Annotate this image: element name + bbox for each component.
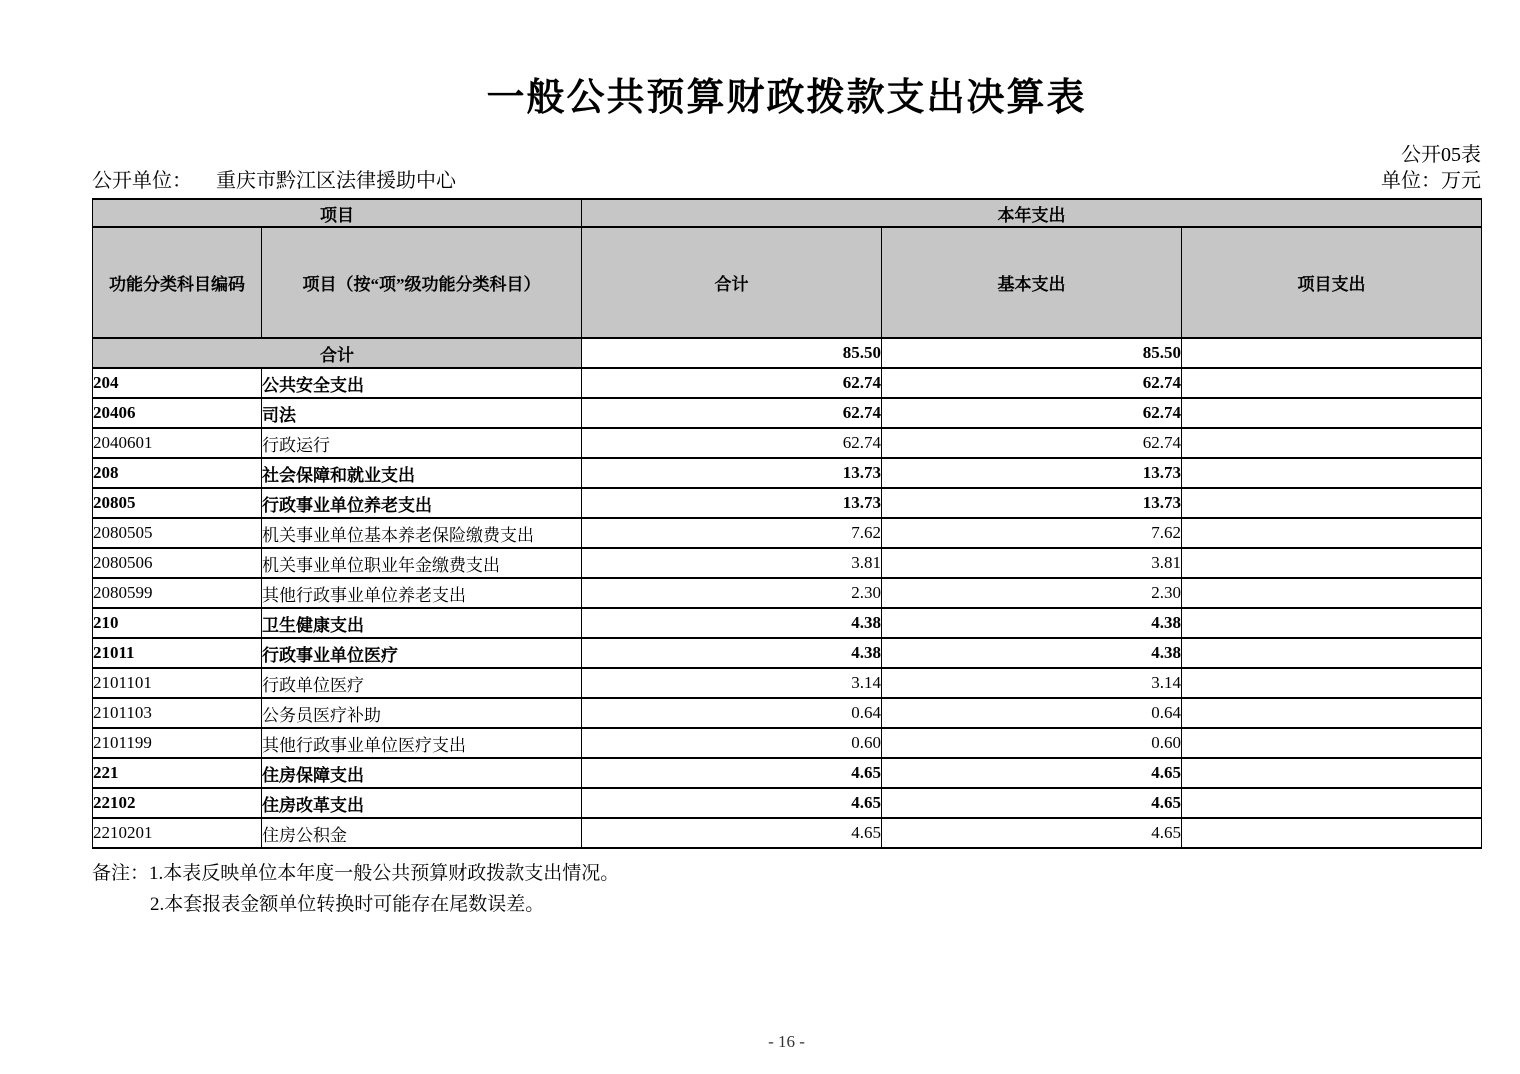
- row-basic: 4.65: [882, 788, 1182, 818]
- row-total: 4.65: [582, 758, 882, 788]
- table-body: [93, 338, 1482, 848]
- row-basic: 0.64: [882, 698, 1182, 728]
- publish-unit-label: 公开单位：: [92, 170, 192, 192]
- row-project: [1182, 758, 1482, 788]
- row-total: 4.65: [582, 818, 882, 848]
- row-code: 2040601: [93, 428, 262, 458]
- note-line-2: [92, 889, 1481, 920]
- row-item: 社会保障和就业支出: [262, 458, 582, 488]
- meta-row: [92, 168, 1481, 195]
- table-row: [93, 638, 1482, 668]
- row-item: 公务员医疗补助: [262, 698, 582, 728]
- row-code: 2101101: [93, 668, 262, 698]
- row-code: 2080506: [93, 548, 262, 578]
- table-row: [93, 698, 1482, 728]
- row-basic: 3.81: [882, 548, 1182, 578]
- row-code: 20805: [93, 488, 262, 518]
- total-row-label: 合计: [93, 338, 582, 368]
- row-project: [1182, 788, 1482, 818]
- row-code: 221: [93, 758, 262, 788]
- header-col-total: 合计: [582, 227, 882, 338]
- row-code: 22102: [93, 788, 262, 818]
- table-row: [93, 818, 1482, 848]
- table-row: [93, 728, 1482, 758]
- row-project: [1182, 458, 1482, 488]
- row-total: 2.30: [582, 578, 882, 608]
- row-basic: 62.74: [882, 428, 1182, 458]
- total-row: [93, 338, 1482, 368]
- row-item: 行政事业单位医疗: [262, 638, 582, 668]
- publish-unit-name: 重庆市黔江区法律援助中心: [216, 170, 456, 192]
- row-basic: 4.65: [882, 758, 1182, 788]
- row-project: [1182, 428, 1482, 458]
- row-code: 208: [93, 458, 262, 488]
- table-row: [93, 398, 1482, 428]
- table-code-label: 公开05表: [1401, 144, 1481, 166]
- row-total: 0.64: [582, 698, 882, 728]
- header-group-year-expenditure: 本年支出: [582, 199, 1482, 227]
- row-code: 2101103: [93, 698, 262, 728]
- notes-block: [92, 858, 1481, 920]
- table-row: [93, 788, 1482, 818]
- document-content: [92, 0, 1481, 920]
- row-total: 3.14: [582, 668, 882, 698]
- table-row: [93, 488, 1482, 518]
- row-basic: 4.38: [882, 638, 1182, 668]
- row-item: 行政事业单位养老支出: [262, 488, 582, 518]
- table-row: [93, 758, 1482, 788]
- row-item: 机关事业单位基本养老保险缴费支出: [262, 518, 582, 548]
- row-code: 2210201: [93, 818, 262, 848]
- row-project: [1182, 368, 1482, 398]
- row-basic: 4.38: [882, 608, 1182, 638]
- row-basic: 4.65: [882, 818, 1182, 848]
- header-col-code: 功能分类科目编码: [93, 227, 262, 338]
- row-project: [1182, 548, 1482, 578]
- row-project: [1182, 728, 1482, 758]
- row-code: 2080599: [93, 578, 262, 608]
- total-row-basic: 85.50: [882, 338, 1182, 368]
- row-total: 3.81: [582, 548, 882, 578]
- row-total: 0.60: [582, 728, 882, 758]
- row-basic: 2.30: [882, 578, 1182, 608]
- table-row: [93, 578, 1482, 608]
- header-group-item: 项目: [93, 199, 582, 227]
- row-item: 住房保障支出: [262, 758, 582, 788]
- row-item: 行政单位医疗: [262, 668, 582, 698]
- note-text-1: 1.本表反映单位本年度一般公共预算财政拨款支出情况。: [149, 863, 620, 884]
- total-row-project: [1182, 338, 1482, 368]
- notes-prefix: 备注：: [92, 863, 150, 884]
- row-total: 62.74: [582, 428, 882, 458]
- row-item: 住房公积金: [262, 818, 582, 848]
- table-header: [93, 199, 1482, 338]
- row-item: 卫生健康支出: [262, 608, 582, 638]
- row-item: 机关事业单位职业年金缴费支出: [262, 548, 582, 578]
- row-item: 司法: [262, 398, 582, 428]
- row-project: [1182, 638, 1482, 668]
- row-project: [1182, 398, 1482, 428]
- row-basic: 13.73: [882, 488, 1182, 518]
- row-total: 4.38: [582, 608, 882, 638]
- row-total: 7.62: [582, 518, 882, 548]
- row-item: 公共安全支出: [262, 368, 582, 398]
- page-title: 一般公共预算财政拨款支出决算表: [486, 77, 1087, 119]
- row-code: 2101199: [93, 728, 262, 758]
- row-code: 204: [93, 368, 262, 398]
- row-project: [1182, 668, 1482, 698]
- header-group-row: [93, 199, 1482, 227]
- row-basic: 3.14: [882, 668, 1182, 698]
- table-row: [93, 428, 1482, 458]
- table-row: [93, 518, 1482, 548]
- row-project: [1182, 518, 1482, 548]
- currency-unit-label: 单位：万元: [1381, 170, 1481, 192]
- page-number: - 16 -: [768, 1032, 805, 1051]
- row-basic: 7.62: [882, 518, 1182, 548]
- row-item: 行政运行: [262, 428, 582, 458]
- row-item: 其他行政事业单位医疗支出: [262, 728, 582, 758]
- row-basic: 62.74: [882, 368, 1182, 398]
- header-col-item: 项目（按“项”级功能分类科目）: [262, 227, 582, 338]
- header-col-project: 项目支出: [1182, 227, 1482, 338]
- table-row: [93, 368, 1482, 398]
- table-row: [93, 458, 1482, 488]
- table-row: [93, 548, 1482, 578]
- row-total: 13.73: [582, 488, 882, 518]
- table-row: [93, 608, 1482, 638]
- row-code: 20406: [93, 398, 262, 428]
- row-item: 其他行政事业单位养老支出: [262, 578, 582, 608]
- row-total: 62.74: [582, 368, 882, 398]
- row-project: [1182, 698, 1482, 728]
- row-code: 2080505: [93, 518, 262, 548]
- row-project: [1182, 608, 1482, 638]
- row-project: [1182, 818, 1482, 848]
- table-row: [93, 668, 1482, 698]
- row-basic: 62.74: [882, 398, 1182, 428]
- row-item: 住房改革支出: [262, 788, 582, 818]
- row-code: 21011: [93, 638, 262, 668]
- header-columns-row: [93, 227, 1482, 338]
- note-text-2: 2.本套报表金额单位转换时可能存在尾数误差。: [150, 894, 545, 915]
- row-code: 210: [93, 608, 262, 638]
- row-basic: 0.60: [882, 728, 1182, 758]
- row-project: [1182, 578, 1482, 608]
- row-total: 62.74: [582, 398, 882, 428]
- row-project: [1182, 488, 1482, 518]
- row-total: 4.38: [582, 638, 882, 668]
- header-col-basic: 基本支出: [882, 227, 1182, 338]
- row-total: 4.65: [582, 788, 882, 818]
- row-basic: 13.73: [882, 458, 1182, 488]
- expenditure-table: [92, 198, 1482, 849]
- note-line-1: [92, 858, 1481, 889]
- total-row-total: 85.50: [582, 338, 882, 368]
- row-total: 13.73: [582, 458, 882, 488]
- publish-unit: [92, 168, 456, 195]
